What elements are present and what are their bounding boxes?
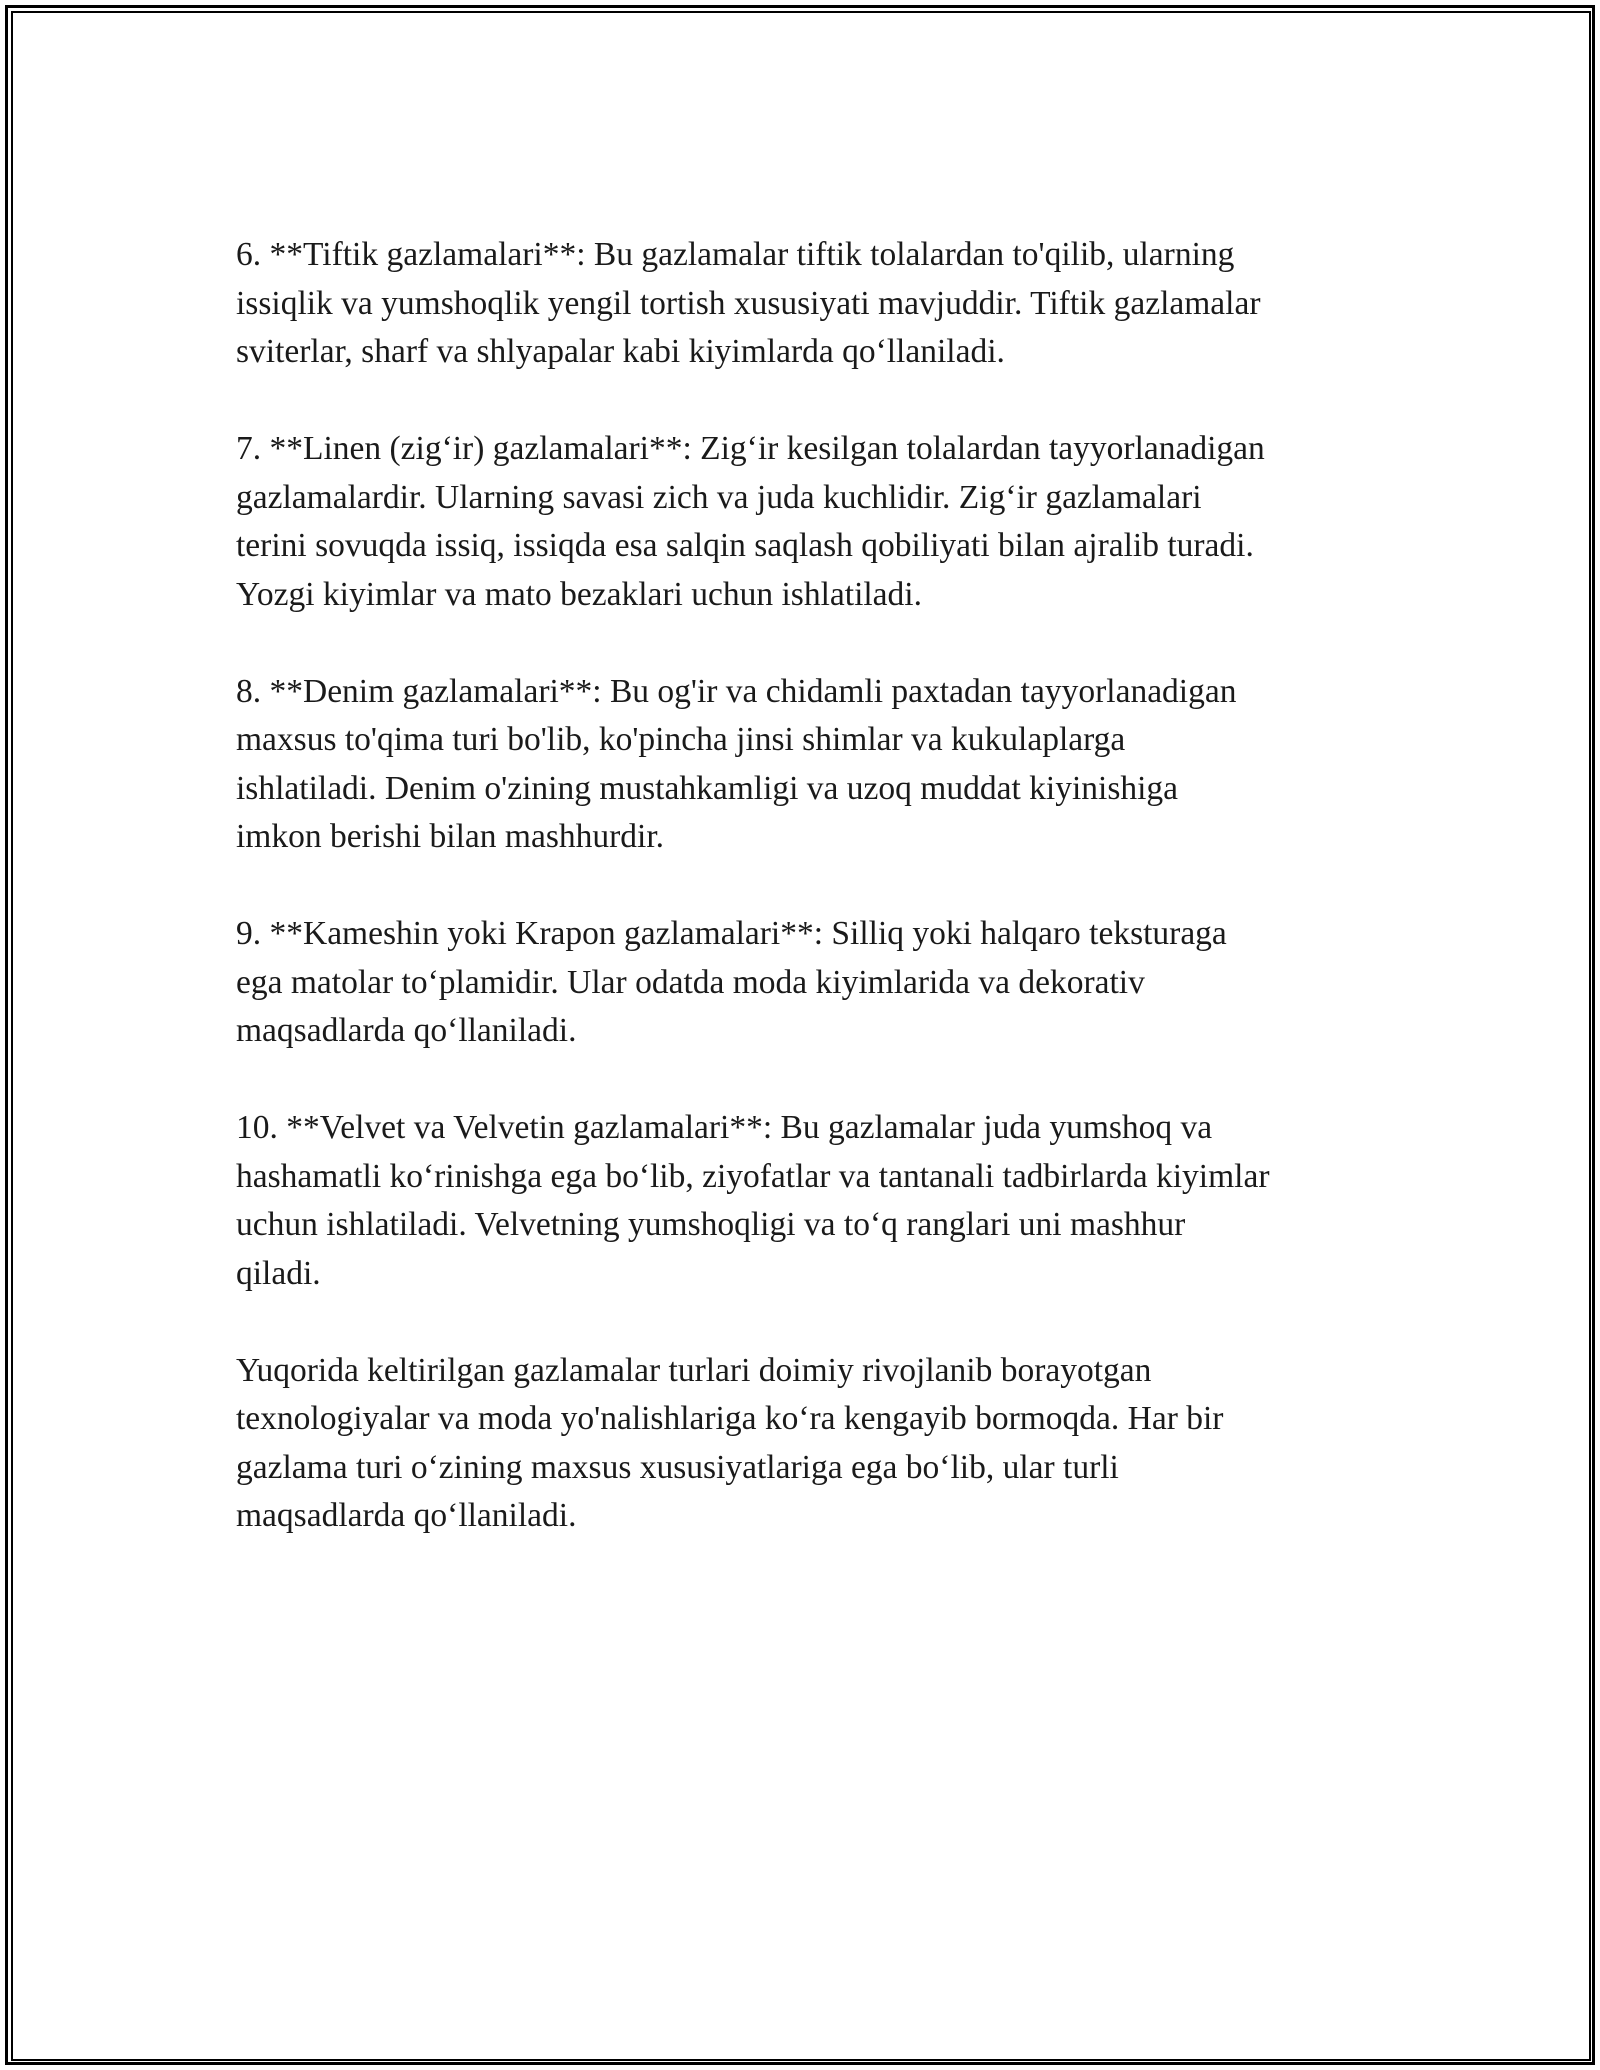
text-line: Yuqorida keltirilgan gazlamalar turlari doimiy rivojlanib borayotgan [236,1351,1152,1389]
text-line: Yozgi kiyimlar va mato bezaklari uchun ishlatiladi. [236,575,922,613]
paragraph-item-10 [236,1104,1386,1298]
text-line: terini sovuqda issiq, issiqda esa salqin saqlash qobiliyati bilan ajralib turadi. [236,527,1254,564]
text-line: hashamatli ko‘rinishga ega bo‘lib, ziyofatlar va tantanali tadbirlarda kiyimlar [236,1157,1270,1195]
text-line: 10. **Velvet va Velvetin gazlamalari**: Bu gazlamalar juda yumshoq va [236,1109,1213,1146]
text-line: issiqlik va yumshoqlik yengil tortish xususiyati mavjuddir. Tiftik gazlamalar [236,284,1261,322]
text-line: texnologiyalar va moda yo'nalishlariga ko‘ra kengayib bormoqda. Har bir [236,1400,1224,1437]
text-line: maqsadlarda qo‘llaniladi. [236,1012,577,1049]
text-line: uchun ishlatiladi. Velvetning yumshoqligi va to‘q ranglari uni mashhur [236,1206,1186,1243]
text-line: 9. **Kameshin yoki Krapon gazlamalari**: Silliq yoki halqaro teksturaga [236,915,1227,952]
text-line: 8. **Denim gazlamalari**: Bu og'ir va chidamli paxtadan tayyorlanadigan [236,672,1237,710]
paragraph-item-8 [236,668,1386,862]
text-line: gazlama turi o‘zining maxsus xususiyatlariga ega bo‘lib, ular turli [236,1448,1119,1486]
document-body [236,231,1386,1589]
paragraph-item-6 [236,231,1386,377]
paragraph-item-9 [236,910,1386,1056]
text-line: 7. **Linen (zig‘ir) gazlamalari**: Zig‘ir kesilgan tolalardan tayyorlanadigan [236,430,1265,467]
paragraph-conclusion [236,1347,1386,1541]
text-line: 6. **Tiftik gazlamalari**: Bu gazlamalar tiftik tolalardan to'qilib, ularning [236,236,1235,273]
text-line: qiladi. [236,1254,321,1292]
text-line: sviterlar, sharf va shlyapalar kabi kiyimlarda qo‘llaniladi. [236,333,1005,370]
text-line: maqsadlarda qo‘llaniladi. [236,1497,577,1534]
text-line: gazlamalardir. Ularning savasi zich va juda kuchlidir. Zig‘ir gazlamalari [236,478,1202,516]
text-line: ishlatiladi. Denim o'zining mustahkamligi va uzoq muddat kiyinishiga [236,769,1179,807]
text-line: ega matolar to‘plamidir. Ular odatda moda kiyimlarida va dekorativ [236,963,1145,1001]
text-line: maxsus to'qima turi bo'lib, ko'pincha jinsi shimlar va kukulaplarga [236,721,1126,758]
text-line: imkon berishi bilan mashhurdir. [236,818,665,855]
paragraph-item-7 [236,425,1386,619]
